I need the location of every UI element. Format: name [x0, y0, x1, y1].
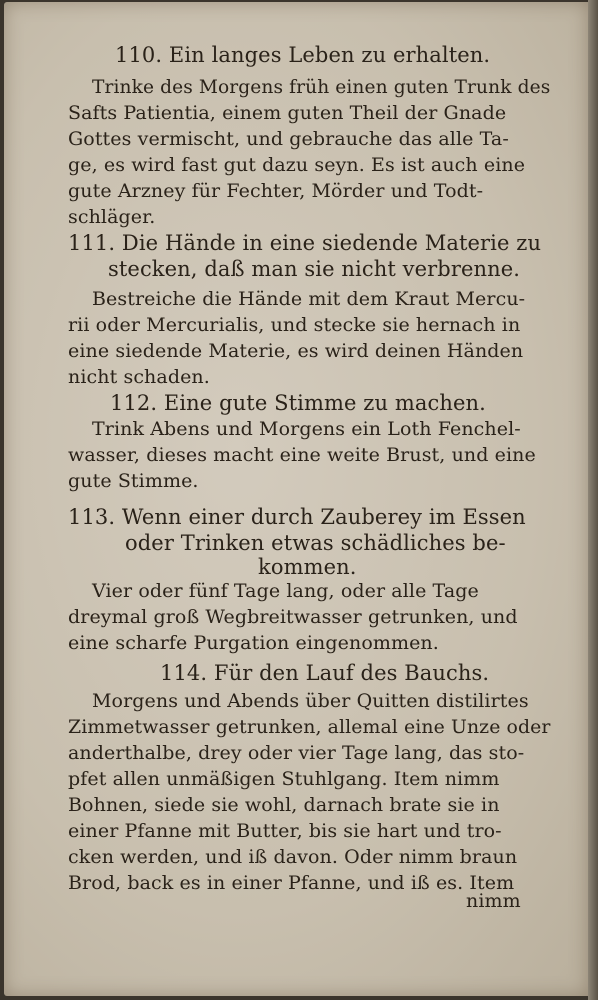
section-114-line-3: anderthalbe, drey oder vier Tage lang, das sto- — [68, 742, 525, 764]
section-112-heading: 112. Eine gute Stimme zu machen. — [110, 391, 486, 415]
section-114-line-5: Bohnen, siede sie wohl, darnach brate sie in — [68, 794, 500, 816]
section-112-line-2: wasser, dieses macht eine weite Brust, und eine — [68, 444, 536, 466]
section-114-line-6: einer Pfanne mit Butter, bis sie hart und tro- — [68, 820, 502, 842]
section-113-heading-2: oder Trinken etwas schädliches be- — [125, 531, 506, 555]
section-112-line-3: gute Stimme. — [68, 470, 199, 492]
catchword: nimm — [466, 890, 521, 912]
section-111-line-3: eine siedende Materie, es wird deinen Händen — [68, 340, 524, 362]
section-110-line-1: Trinke des Morgens früh einen guten Trunk des — [92, 76, 551, 98]
section-110-line-2: Safts Patientia, einem guten Theil der Gnade — [68, 102, 507, 124]
section-111-line-2: rii oder Mercurialis, und stecke sie hernach in — [68, 314, 521, 336]
section-110-line-3: Gottes vermischt, und gebrauche das alle Ta- — [68, 128, 509, 150]
section-110-line-4: ge, es wird fast gut dazu seyn. Es ist auch eine — [68, 154, 526, 176]
section-110-line-6: schläger. — [68, 206, 156, 228]
page-edge — [588, 0, 598, 1000]
section-114-heading: 114. Für den Lauf des Bauchs. — [160, 661, 490, 685]
section-114-line-8: Brod, back es in einer Pfanne, und iß es. Item — [68, 872, 515, 894]
section-111-heading-2: stecken, daß man sie nicht verbrenne. — [108, 257, 521, 281]
section-112-line-1: Trink Abens und Morgens ein Loth Fenchel- — [92, 418, 521, 440]
section-111-line-4: nicht schaden. — [68, 366, 210, 388]
section-113-heading-3: kommen. — [258, 555, 357, 579]
section-114-line-2: Zimmetwasser getrunken, allemal eine Unze oder — [68, 716, 551, 738]
section-114-line-4: pfet allen unmäßigen Stuhlgang. Item nimm — [68, 768, 500, 790]
section-113-heading: 113. Wenn einer durch Zauberey im Essen — [68, 505, 526, 529]
section-111-line-1: Bestreiche die Hände mit dem Kraut Mercu- — [92, 288, 526, 310]
section-110-line-5: gute Arzney für Fechter, Mörder und Todt- — [68, 180, 484, 202]
section-113-line-2: dreymal groß Wegbreitwasser getrunken, und — [68, 606, 518, 628]
section-113-line-1: Vier oder fünf Tage lang, oder alle Tage — [92, 580, 479, 602]
section-111-heading: 111. Die Hände in eine siedende Materie zu — [68, 231, 542, 255]
section-113-line-3: eine scharfe Purgation eingenommen. — [68, 632, 439, 654]
section-114-line-1: Morgens und Abends über Quitten distilirtes — [92, 690, 529, 712]
section-110-heading: 110. Ein langes Leben zu erhalten. — [115, 43, 491, 67]
section-114-line-7: cken werden, und iß davon. Oder nimm braun — [68, 846, 518, 868]
